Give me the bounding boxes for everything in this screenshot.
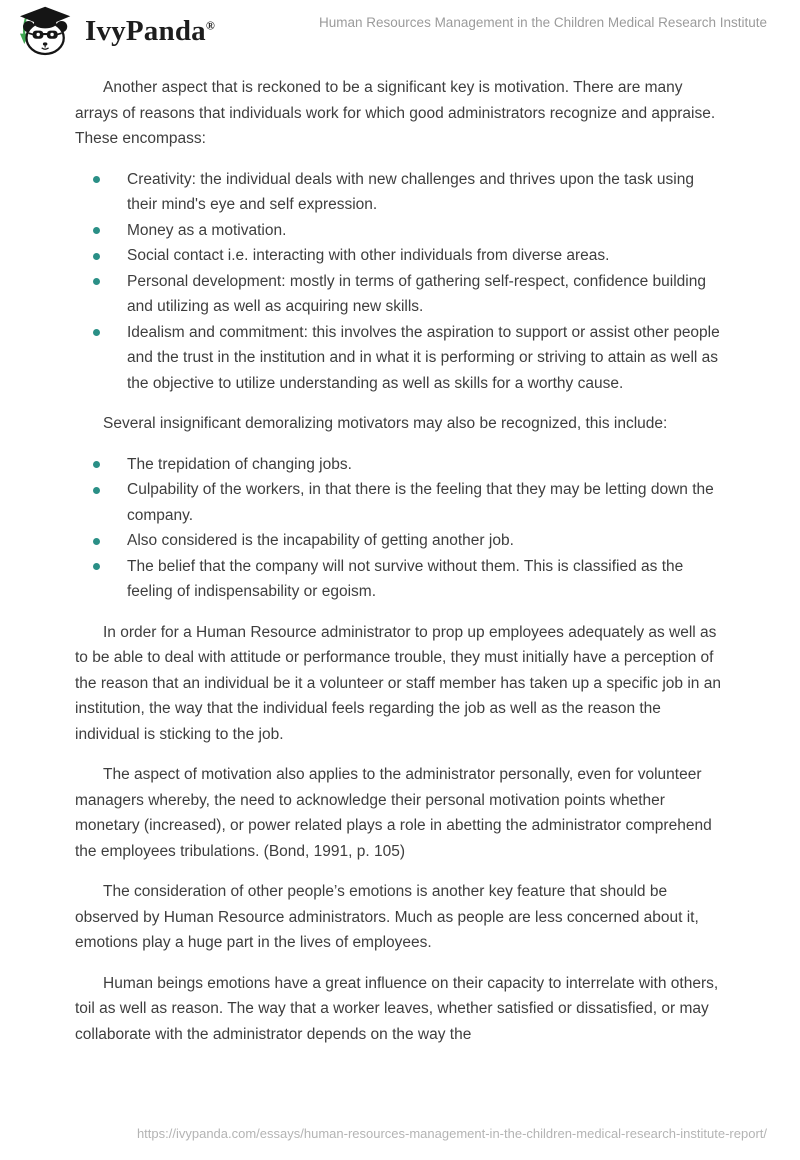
- paragraph-4: The aspect of motivation also applies to the administrator personally, even for volunteer managers whereby, the need to acknowledge their personal motivation points whether monetary (increased), or power related plays a role in abetting the administrator comprehend the employees tribulations. (Bond, 1991, p. 105): [75, 766, 712, 860]
- ivypanda-logo-icon: [14, 5, 78, 57]
- demotivators-list: [75, 452, 725, 605]
- list-item: Culpability of the workers, in that there is the feeling that they may be letting down the company.: [127, 477, 725, 528]
- list-item: The belief that the company will not survive without them. This is classified as the feeling of indispensability or egoism.: [127, 554, 725, 605]
- paragraph-3: In order for a Human Resource administrator to prop up employees adequately as well as to be able to deal with attitude or performance trouble, they must initially have a perception of the reason that an individual be it a volunteer or staff member has taken up a specific job in an institution, the way that the individual feels regarding the job as well as the reason the individual is sticking to the job.: [75, 623, 721, 743]
- list-item: Social contact i.e. interacting with other individuals from diverse areas.: [127, 243, 725, 269]
- source-url: https://ivypanda.com/essays/human-resources-management-in-the-children-medical-research-institute-report/: [136, 1126, 767, 1141]
- motivators-list: [75, 167, 725, 397]
- document-title: Human Resources Management in the Children Medical Research Institute: [319, 15, 767, 30]
- list-item: The trepidation of changing jobs.: [127, 452, 725, 478]
- registered-mark: ®: [205, 17, 216, 32]
- page-header: [0, 0, 800, 60]
- document-body: [75, 75, 725, 1047]
- paragraph-6: Human beings emotions have a great influence on their capacity to interrelate with others, toil as well as reason. The way that a worker leaves, whether satisfied or dissatisfied, or may collaborate with the administrator depends on the way the: [75, 974, 719, 1043]
- brand: [14, 5, 215, 57]
- list-item: Personal development: mostly in terms of gathering self-respect, confidence building and utilizing as well as acquiring new skills.: [127, 269, 725, 320]
- list-item: Creativity: the individual deals with new challenges and thrives upon the task using their mind's eye and self expression.: [127, 167, 725, 218]
- list-item: Money as a motivation.: [127, 218, 725, 244]
- brand-name: IvyPanda®: [85, 14, 216, 47]
- list-item: Also considered is the incapability of getting another job.: [127, 528, 725, 554]
- page-footer: [137, 1126, 767, 1141]
- paragraph-5: The consideration of other people’s emotions is another key feature that should be observed by Human Resource administrators. Much as people are less concerned about it, emotions play a huge part in the lives of employees.: [75, 883, 699, 951]
- list-item: Idealism and commitment: this involves the aspiration to support or assist other people and the trust in the institution and in what it is performing or striving to attain as well as the objective to utilize understanding as well as skills for a worthy cause.: [127, 320, 725, 397]
- paragraph-1: Another aspect that is reckoned to be a significant key is motivation. There are many arrays of reasons that individuals work for which good administrators recognize and appraise. These encompass:: [75, 79, 716, 147]
- paragraph-2: Several insignificant demoralizing motivators may also be recognized, this include:: [103, 415, 668, 432]
